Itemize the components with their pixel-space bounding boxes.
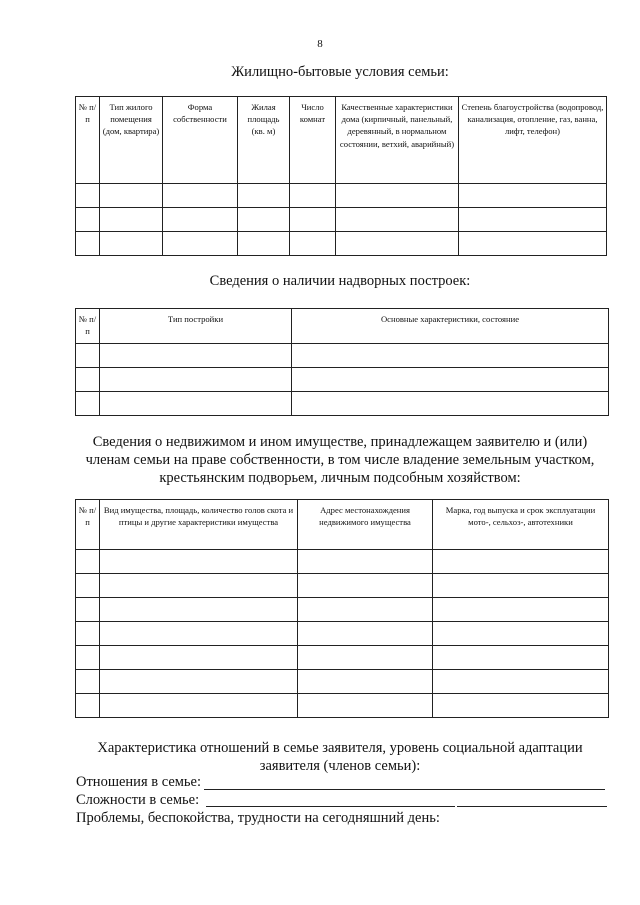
col-living-area: Жилая площадь (кв. м) bbox=[238, 97, 290, 184]
property-table bbox=[75, 499, 609, 718]
table-row bbox=[76, 184, 607, 208]
property-title-line: крестьянским подворьем, личным подсобным хозяйством: bbox=[159, 470, 521, 486]
family-relations-title-line: заявителя (членов семьи): bbox=[259, 758, 421, 774]
table-cell[interactable] bbox=[76, 598, 100, 622]
table-cell[interactable] bbox=[336, 184, 459, 208]
table-cell[interactable] bbox=[100, 208, 163, 232]
table-cell[interactable] bbox=[433, 622, 609, 646]
table-row bbox=[76, 670, 609, 694]
relations-input-line[interactable] bbox=[204, 789, 455, 790]
table-row bbox=[76, 622, 609, 646]
table-cell[interactable] bbox=[238, 184, 290, 208]
col-number: № п/п bbox=[76, 97, 100, 184]
col-quality-characteristics: Качественные характеристики дома (кирпичный, панельный, деревянный, в нормальном состоянии, ветхий, аварийный) bbox=[336, 97, 459, 184]
table-cell[interactable] bbox=[298, 694, 433, 718]
table-cell[interactable] bbox=[76, 694, 100, 718]
difficulties-input-line[interactable] bbox=[206, 806, 455, 807]
table-cell[interactable] bbox=[290, 232, 336, 256]
col-property-type: Вид имущества, площадь, количество голов скота и птицы и другие характеристики имущества bbox=[100, 500, 298, 550]
col-vehicle-info: Марка, год выпуска и срок эксплуатации мото-, сельхоз-, автотехники bbox=[433, 500, 609, 550]
table-cell[interactable] bbox=[163, 184, 238, 208]
col-number: № п/п bbox=[76, 500, 100, 550]
table-cell[interactable] bbox=[433, 550, 609, 574]
property-title-line: Сведения о недвижимом и ином имуществе, принадлежащем заявителю и (или) bbox=[92, 434, 588, 450]
table-row bbox=[76, 550, 609, 574]
table-cell[interactable] bbox=[290, 208, 336, 232]
table-cell[interactable] bbox=[100, 646, 298, 670]
difficulties-input-line-end[interactable] bbox=[457, 806, 607, 807]
table-cell[interactable] bbox=[76, 670, 100, 694]
table-cell[interactable] bbox=[433, 574, 609, 598]
table-cell[interactable] bbox=[76, 344, 100, 368]
relations-input-line-end[interactable] bbox=[455, 789, 605, 790]
table-cell[interactable] bbox=[100, 670, 298, 694]
table-cell[interactable] bbox=[433, 694, 609, 718]
table-cell[interactable] bbox=[336, 208, 459, 232]
table-row bbox=[76, 646, 609, 670]
property-title-line: членам семьи на праве собственности, в том числе владение земельным участком, bbox=[85, 452, 595, 468]
table-cell[interactable] bbox=[433, 670, 609, 694]
table-cell[interactable] bbox=[298, 550, 433, 574]
table-cell[interactable] bbox=[433, 646, 609, 670]
table-row bbox=[76, 598, 609, 622]
table-row bbox=[76, 208, 607, 232]
table-cell[interactable] bbox=[238, 208, 290, 232]
table-cell[interactable] bbox=[459, 184, 607, 208]
table-cell[interactable] bbox=[76, 392, 100, 416]
table-cell[interactable] bbox=[76, 646, 100, 670]
col-room-count: Число комнат bbox=[290, 97, 336, 184]
table-cell[interactable] bbox=[298, 574, 433, 598]
table-cell[interactable] bbox=[292, 368, 609, 392]
table-cell[interactable] bbox=[100, 368, 292, 392]
table-row bbox=[76, 574, 609, 598]
table-cell[interactable] bbox=[100, 392, 292, 416]
family-relations-title-line: Характеристика отношений в семье заявителя, уровень социальной адаптации bbox=[97, 740, 583, 756]
page-number: 8 bbox=[317, 38, 323, 50]
relations-label: Отношения в семье: bbox=[76, 774, 202, 790]
table-cell[interactable] bbox=[76, 208, 100, 232]
difficulties-label: Сложности в семье: bbox=[76, 792, 200, 808]
table-cell[interactable] bbox=[298, 598, 433, 622]
table-cell[interactable] bbox=[298, 622, 433, 646]
table-cell[interactable] bbox=[292, 392, 609, 416]
table-cell[interactable] bbox=[76, 184, 100, 208]
outbuildings-title: Сведения о наличии надворных построек: bbox=[209, 273, 471, 289]
table-cell[interactable] bbox=[163, 208, 238, 232]
table-cell[interactable] bbox=[292, 344, 609, 368]
col-amenities-level: Степень благоустройства (водопровод, канализация, отопление, газ, ванна, лифт, телефон) bbox=[459, 97, 607, 184]
family-relations-title bbox=[40, 739, 640, 775]
table-row bbox=[76, 344, 609, 368]
col-number: № п/п bbox=[76, 309, 100, 344]
col-housing-type: Тип жилого помещения (дом, квартира) bbox=[100, 97, 163, 184]
housing-conditions-table bbox=[75, 96, 607, 256]
col-ownership-form: Форма собственности bbox=[163, 97, 238, 184]
table-cell[interactable] bbox=[100, 598, 298, 622]
table-cell[interactable] bbox=[298, 670, 433, 694]
col-property-address: Адрес местонахождения недвижимого имущества bbox=[298, 500, 433, 550]
col-main-characteristics: Основные характеристики, состояние bbox=[292, 309, 609, 344]
table-cell[interactable] bbox=[163, 232, 238, 256]
table-cell[interactable] bbox=[298, 646, 433, 670]
table-cell[interactable] bbox=[76, 550, 100, 574]
table-cell[interactable] bbox=[100, 622, 298, 646]
table-row bbox=[76, 392, 609, 416]
table-cell[interactable] bbox=[290, 184, 336, 208]
table-row bbox=[76, 368, 609, 392]
table-cell[interactable] bbox=[76, 232, 100, 256]
table-cell[interactable] bbox=[459, 208, 607, 232]
outbuildings-table bbox=[75, 308, 609, 416]
col-building-type: Тип постройки bbox=[100, 309, 292, 344]
table-cell[interactable] bbox=[76, 368, 100, 392]
table-cell[interactable] bbox=[336, 232, 459, 256]
table-cell[interactable] bbox=[76, 574, 100, 598]
table-cell[interactable] bbox=[100, 550, 298, 574]
table-row bbox=[76, 694, 609, 718]
table-cell[interactable] bbox=[459, 232, 607, 256]
table-cell[interactable] bbox=[100, 344, 292, 368]
property-title bbox=[40, 433, 640, 487]
table-cell[interactable] bbox=[100, 232, 163, 256]
housing-conditions-title: Жилищно-бытовые условия семьи: bbox=[231, 64, 449, 80]
problems-label: Проблемы, беспокойства, трудности на сегодняшний день: bbox=[76, 810, 440, 826]
table-cell[interactable] bbox=[100, 694, 298, 718]
table-cell[interactable] bbox=[100, 574, 298, 598]
table-cell[interactable] bbox=[433, 598, 609, 622]
table-cell[interactable] bbox=[76, 622, 100, 646]
table-cell[interactable] bbox=[238, 232, 290, 256]
table-row bbox=[76, 232, 607, 256]
table-cell[interactable] bbox=[100, 184, 163, 208]
